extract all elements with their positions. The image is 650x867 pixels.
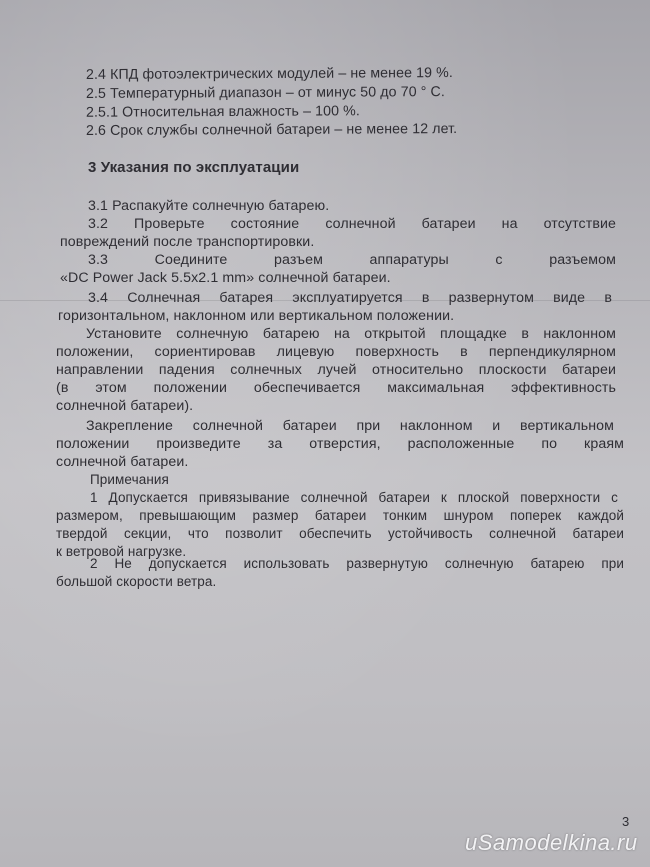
text-line: Установите солнечную батарею на открытой площадке в наклонном [86, 326, 616, 342]
note-line: размером, превышающим размер батареи тонким шнуром поперек каждой [56, 508, 624, 523]
text-line: направлении падения солнечных лучей относительно плоскости батареи [56, 362, 616, 378]
note-line: большой скорости ветра. [56, 574, 217, 589]
note-line: твердой секции, что позволит обеспечить устойчивость солнечной батареи [56, 526, 624, 541]
text-line: 3.3 Соедините разъем аппаратуры с разъемом [88, 252, 616, 268]
text-line: солнечной батареи. [56, 454, 189, 470]
spec-line: 2.6 Срок службы солнечной батареи – не менее 12 лет. [85, 121, 458, 139]
note-line: 2 Не допускается использовать развернутую солнечную батарею при [90, 556, 624, 571]
text-line: 3.2 Проверьте состояние солнечной батареи на отсутствие [88, 216, 616, 232]
spec-line: 2.5 Температурный диапазон – от минус 50 до 70 ° С. [85, 84, 445, 102]
text-line: солнечной батареи). [56, 398, 194, 414]
spec-line: 2.5.1 Относительная влажность – 100 %. [85, 103, 360, 121]
text-line: (в этом положении обеспечивается максимальная эффективность [56, 380, 616, 396]
text-line: «DC Power Jack 5.5x2.1 mm» солнечной батареи. [60, 270, 391, 286]
page-number: 3 [622, 814, 630, 829]
note-line: к ветровой нагрузке. [56, 544, 187, 559]
text-line: 3.1 Распакуйте солнечную батарею. [88, 198, 330, 214]
site-watermark: uSamodelkina.ru [465, 830, 638, 855]
text-line: Закрепление солнечной батареи при наклонном и вертикальном [86, 418, 614, 434]
section-heading: 3 Указания по эксплуатации [88, 159, 300, 176]
text-line: положении, сориентировав лицевую поверхность в перпендикулярном [56, 344, 616, 360]
text-line: 3.4 Солнечная батарея эксплуатируется в развернутом виде в [88, 290, 612, 306]
text-line: повреждений после транспортировки. [60, 234, 315, 250]
text-line: горизонтальном, наклонном или вертикальном положении. [58, 308, 455, 324]
notes-heading: Примечания [90, 472, 169, 487]
spec-line: 2.4 КПД фотоэлектрических модулей – не менее 19 %. [85, 65, 453, 83]
text-line: положении произведите за отверстия, расположенные по краям [56, 436, 624, 452]
note-line: 1 Допускается привязывание солнечной батареи к плоской поверхности с [90, 490, 618, 505]
